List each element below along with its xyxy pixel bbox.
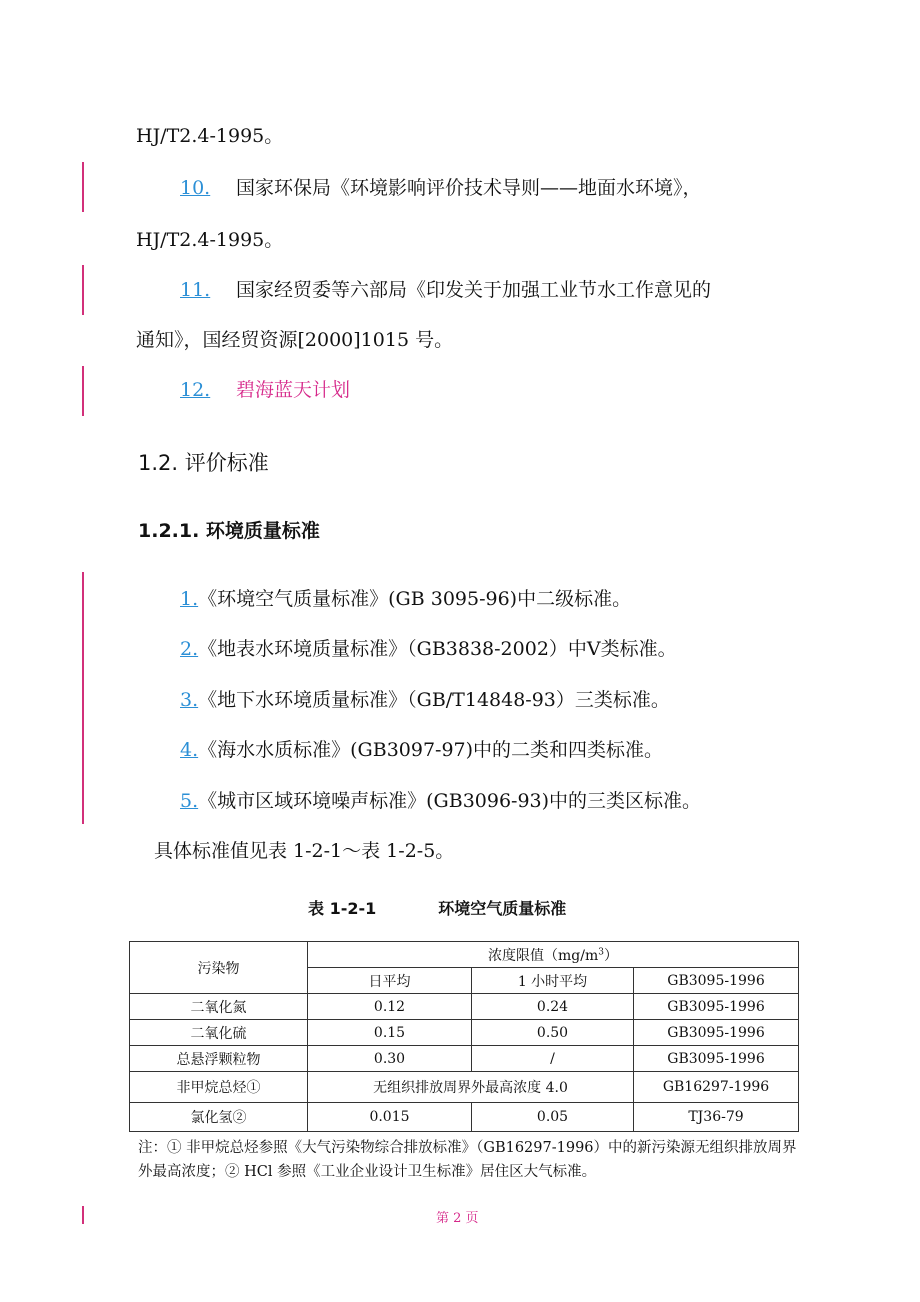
cell-pollutant: 二氧化硫 bbox=[130, 1020, 308, 1046]
reference-11 bbox=[180, 278, 711, 302]
superscript: 3 bbox=[598, 946, 604, 957]
cell-hourly: / bbox=[472, 1046, 634, 1072]
table-caption bbox=[308, 896, 566, 919]
change-bar bbox=[82, 572, 84, 824]
change-bar bbox=[82, 265, 84, 315]
reference-text: 碧海蓝天计划 bbox=[236, 379, 351, 401]
cell-standard: GB3095-1996 bbox=[634, 1020, 799, 1046]
cell-merged-limit: 无组织排放周界外最高浓度 4.0 bbox=[308, 1072, 634, 1103]
standard-number-link[interactable]: 5. bbox=[180, 790, 199, 812]
summary-text: 具体标准值见表 1-2-1～表 1-2-5。 bbox=[154, 840, 455, 862]
standard-text: 《环境空气质量标准》(GB 3095-96)中二级标准。 bbox=[198, 588, 632, 610]
standard-text: 《海水水质标准》(GB3097-97)中的二类和四类标准。 bbox=[198, 739, 664, 761]
table-row bbox=[130, 994, 799, 1020]
page-number: 第 2 页 bbox=[436, 1211, 479, 1226]
table-row bbox=[130, 1072, 799, 1103]
reference-9-tail: HJ/T2.4-1995。 bbox=[136, 125, 284, 147]
cell-hourly: 0.50 bbox=[472, 1020, 634, 1046]
standard-text: 《地下水环境质量标准》（GB/T14848-93）三类标准。 bbox=[198, 689, 670, 711]
cell-hourly: 0.24 bbox=[472, 994, 634, 1020]
subsection-heading: 1.2.1. 环境质量标准 bbox=[138, 520, 320, 542]
cell-pollutant: 氯化氢② bbox=[130, 1103, 308, 1132]
reference-text: 国家经贸委等六部局《印发关于加强工业节水工作意见的 bbox=[236, 279, 712, 301]
standard-item-1 bbox=[180, 587, 631, 611]
cell-daily: 0.15 bbox=[308, 1020, 472, 1046]
subheader-standard: GB3095-1996 bbox=[634, 968, 799, 994]
air-quality-table bbox=[129, 941, 799, 1132]
cell-standard: GB16297-1996 bbox=[634, 1072, 799, 1103]
table-caption-id: 表 1-2-1 bbox=[308, 899, 377, 918]
standard-item-4 bbox=[180, 738, 663, 762]
change-bar bbox=[82, 162, 84, 212]
standard-item-5 bbox=[180, 789, 701, 813]
cell-pollutant: 总悬浮颗粒物 bbox=[130, 1046, 308, 1072]
cell-daily: 0.015 bbox=[308, 1103, 472, 1132]
cell-standard: GB3095-1996 bbox=[634, 1046, 799, 1072]
table-header-row bbox=[130, 942, 799, 968]
standard-item-2 bbox=[180, 637, 677, 661]
standard-number-link[interactable]: 1. bbox=[180, 588, 199, 610]
section-heading: 1.2. 评价标准 bbox=[138, 451, 269, 475]
cell-daily: 0.30 bbox=[308, 1046, 472, 1072]
reference-10 bbox=[180, 176, 702, 200]
cell-pollutant: 非甲烷总烃① bbox=[130, 1072, 308, 1103]
standard-number-link[interactable]: 2. bbox=[180, 638, 199, 660]
standard-item-3 bbox=[180, 688, 670, 712]
change-bar bbox=[82, 366, 84, 416]
subheader-daily: 日平均 bbox=[308, 968, 472, 994]
table-row bbox=[130, 1020, 799, 1046]
table-row bbox=[130, 1103, 799, 1132]
cell-pollutant: 二氧化氮 bbox=[130, 994, 308, 1020]
reference-12 bbox=[180, 378, 350, 402]
cell-standard: TJ36-79 bbox=[634, 1103, 799, 1132]
cell-daily: 0.12 bbox=[308, 994, 472, 1020]
reference-10-cont: HJ/T2.4-1995。 bbox=[136, 229, 284, 251]
reference-number-link[interactable]: 11. bbox=[180, 279, 211, 301]
header-pollutant: 污染物 bbox=[130, 942, 308, 994]
change-bar bbox=[82, 1206, 84, 1224]
standard-text: 《地表水环境质量标准》（GB3838-2002）中Ⅴ类标准。 bbox=[198, 638, 677, 660]
table-note: 注：① 非甲烷总烃参照《大气污染物综合排放标准》（GB16297-1996）中的新污染源无组织排放周界外最高浓度；② HCl 参照《工业企业设计卫生标准》居住区大气标准。 bbox=[138, 1140, 797, 1180]
subheader-hourly: 1 小时平均 bbox=[472, 968, 634, 994]
reference-number-link[interactable]: 12. bbox=[180, 379, 211, 401]
standard-number-link[interactable]: 3. bbox=[180, 689, 199, 711]
table-caption-title: 环境空气质量标准 bbox=[438, 899, 567, 918]
reference-number-link[interactable]: 10. bbox=[180, 177, 211, 199]
reference-11-cont: 通知》，国经贸资源[2000]1015 号。 bbox=[136, 329, 454, 351]
cell-hourly: 0.05 bbox=[472, 1103, 634, 1132]
table-row bbox=[130, 1046, 799, 1072]
cell-standard: GB3095-1996 bbox=[634, 994, 799, 1020]
standard-number-link[interactable]: 4. bbox=[180, 739, 199, 761]
standard-text: 《城市区域环境噪声标准》(GB3096-93)中的三类区标准。 bbox=[198, 790, 702, 812]
header-limit: 浓度限值$(mg/m^3)$ bbox=[308, 942, 799, 968]
reference-text: 国家环保局《环境影响评价技术导则——地面水环境》， bbox=[236, 177, 702, 199]
